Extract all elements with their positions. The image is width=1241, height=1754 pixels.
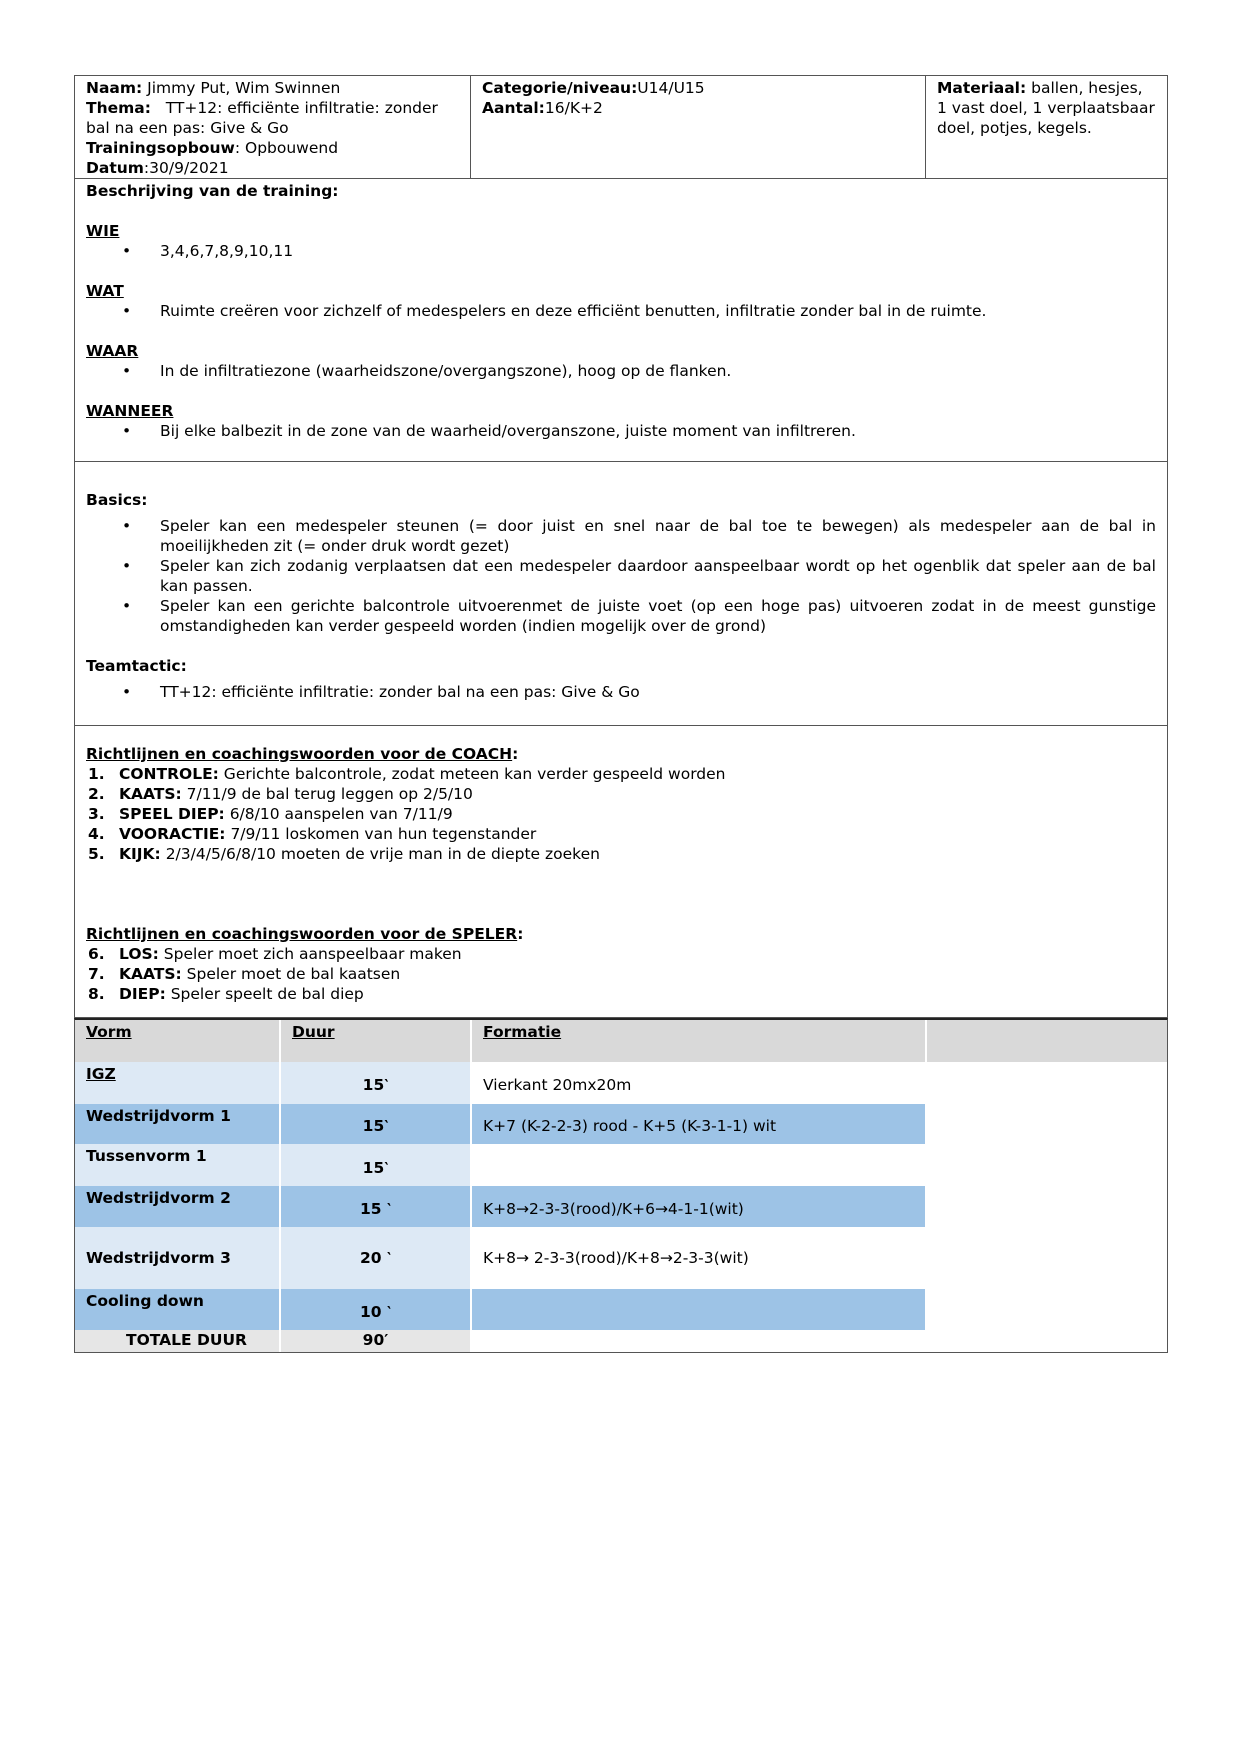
schedule-header-row [75, 1020, 1167, 1062]
wat-heading: WAT [86, 282, 124, 300]
basics-item: • Speler kan een gerichte balcontrole uitvoerenmet de juiste voet (op een hoge pas) uitvoeren zodat in de meest gunstige omstandigheden kan verder gespeeld worden (indien mogelijk over de grond) [86, 596, 1156, 636]
header-formatie: Formatie [472, 1020, 927, 1062]
table-row [75, 1289, 1167, 1330]
coaching-section [74, 726, 1168, 1018]
formatie-cell [472, 1144, 927, 1186]
duur-cell: 15‵ [281, 1104, 472, 1144]
speler-item: 6. LOS: Speler moet zich aanspeelbaar maken [88, 945, 462, 963]
vorm-cell: Tussenvorm 1 [75, 1144, 281, 1186]
waar-item: • In de infiltratiezone (waarheidszone/overgangszone), hoog op de flanken. [86, 361, 1156, 381]
beschrijving-section [74, 179, 1168, 462]
datum-line: Datum:30/9/2021 [86, 159, 229, 177]
formatie-cell: K+8→2-3-3(rood)/K+6→4-1-1(wit) [472, 1186, 927, 1227]
coach-list [86, 764, 1156, 864]
basics-item: • Speler kan een medespeler steunen (= door juist en snel naar de bal toe te bewegen) als medespeler aan de bal in moeilijkheden zit (= onder druk wordt gezet) [86, 516, 1156, 556]
schedule-table [74, 1018, 1168, 1353]
wanneer-heading: WANNEER [86, 402, 174, 420]
speler-item: 8. DIEP: Speler speelt de bal diep [88, 985, 364, 1003]
materiaal-line: Materiaal: ballen, hesjes, 1 vast doel, 1 verplaatsbaar doel, potjes, kegels. [937, 79, 1155, 137]
total-value: 90′ [281, 1330, 472, 1352]
coach-title: Richtlijnen en coachingswoorden voor de COACH: [86, 745, 519, 763]
table-row [75, 1144, 1167, 1186]
header-right-cell [926, 76, 1167, 178]
aantal-line: Aantal:16/K+2 [482, 99, 603, 117]
header-vorm: Vorm [75, 1020, 281, 1062]
header-duur: Duur [281, 1020, 472, 1062]
coach-item: 5. KIJK: 2/3/4/5/6/8/10 moeten de vrije man in de diepte zoeken [88, 845, 600, 863]
basics-item: • Speler kan zich zodanig verplaatsen dat een medespeler daardoor aanspeelbaar wordt op het ogenblik dat speler aan de bal kan passen. [86, 556, 1156, 596]
table-row [75, 1104, 1167, 1144]
speler-title: Richtlijnen en coachingswoorden voor de SPELER: [86, 925, 524, 943]
vorm-cell: Wedstrijdvorm 1 [75, 1104, 281, 1144]
beschrijving-title: Beschrijving van de training: [86, 182, 339, 200]
duur-cell: 15 ‵ [281, 1186, 472, 1227]
coach-item: 3. SPEEL DIEP: 6/8/10 aanspelen van 7/11/9 [88, 805, 453, 823]
total-label: TOTALE DUUR [75, 1330, 281, 1352]
formatie-cell: K+8→ 2-3-3(rood)/K+8→2-3-3(wit) [472, 1227, 927, 1289]
wat-item: • Ruimte creëren voor zichzelf of medespelers en deze efficiënt benutten, infiltratie zonder bal in de ruimte. [86, 301, 1156, 321]
duur-cell: 10 ‵ [281, 1289, 472, 1330]
waar-heading: WAAR [86, 342, 139, 360]
total-row [75, 1330, 1167, 1352]
categorie-line: Categorie/niveau:U14/U15 [482, 79, 705, 97]
wanneer-item: • Bij elke balbezit in de zone van de waarheid/overganszone, juiste moment van infiltreren. [86, 421, 1156, 441]
vorm-cell: Wedstrijdvorm 3 [75, 1227, 281, 1289]
duur-cell: 15‵ [281, 1062, 472, 1104]
wie-heading: WIE [86, 222, 120, 240]
basics-title: Basics: [86, 491, 148, 509]
duur-cell: 20 ‵ [281, 1227, 472, 1289]
basics-section [74, 462, 1168, 726]
speler-item: 7. KAATS: Speler moet de bal kaatsen [88, 965, 401, 983]
formatie-cell [472, 1289, 927, 1330]
speler-list [86, 944, 1156, 1004]
training-document [74, 75, 1168, 1353]
naam-line: Naam: Jimmy Put, Wim Swinnen [86, 79, 341, 97]
vorm-cell: Cooling down [75, 1289, 281, 1330]
thema-line: Thema: TT+12: efficiënte infiltratie: zonder bal na een pas: Give & Go [86, 99, 443, 137]
vorm-cell: Wedstrijdvorm 2 [75, 1186, 281, 1227]
header-left-cell [75, 76, 471, 178]
formatie-cell: K+7 (K-2-2-3) rood - K+5 (K-3-1-1) wit [472, 1104, 927, 1144]
duur-cell: 15‵ [281, 1144, 472, 1186]
header-middle-cell [471, 76, 926, 178]
coach-item: 1. CONTROLE: Gerichte balcontrole, zodat meteen kan verder gespeeld worden [88, 765, 726, 783]
opbouw-line: Trainingsopbouw: Opbouwend [86, 139, 339, 157]
coach-item: 4. VOORACTIE: 7/9/11 loskomen van hun tegenstander [88, 825, 537, 843]
table-row [75, 1227, 1167, 1289]
header-table [74, 75, 1168, 179]
table-row [75, 1186, 1167, 1227]
vorm-cell: IGZ [75, 1062, 281, 1104]
wie-item: • 3,4,6,7,8,9,10,11 [86, 241, 1156, 261]
header-extra [927, 1020, 1167, 1062]
formatie-cell: Vierkant 20mx20m [472, 1062, 927, 1104]
teamtactic-title: Teamtactic: [86, 657, 187, 675]
table-row [75, 1062, 1167, 1104]
coach-item: 2. KAATS: 7/11/9 de bal terug leggen op 2/5/10 [88, 785, 473, 803]
basics-list [86, 516, 1156, 636]
teamtactic-item: • TT+12: efficiënte infiltratie: zonder bal na een pas: Give & Go [86, 682, 1156, 702]
